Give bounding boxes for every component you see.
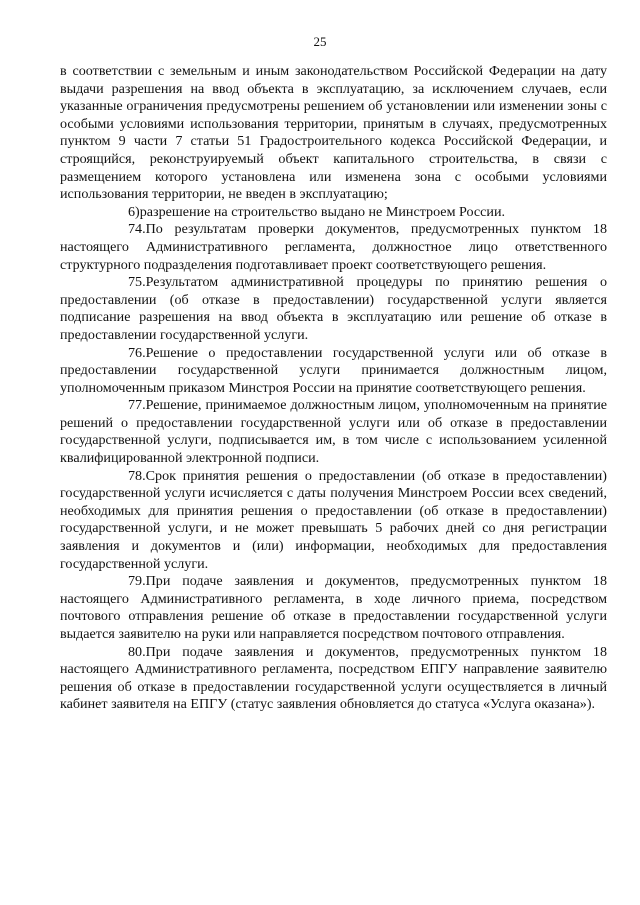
paragraph-74 (60, 221, 607, 274)
paragraph-text: Решение о предоставлении государственной услуги или об отказе в предоставлении государственной услуги принимается должностным лицом, уполномоченным приказом Минстроя России на принятие соответствующего решения. (60, 344, 607, 396)
paragraph-text: При подаче заявления и документов, предусмотренных пунктом 18 настоящего Административного регламента, посредством ЕПГУ направление заявителю решения об отказе в предоставлении государственной услуги осуществляется в личный кабинет заявителя на ЕПГУ (статус заявления обновляется до статуса «Услуга оказана»). (60, 643, 607, 713)
paragraph-number: 6) (128, 203, 140, 220)
page-number: 25 (313, 34, 327, 49)
paragraph-number: 79. (128, 573, 146, 590)
paragraph-77 (60, 397, 607, 467)
paragraph-80 (60, 644, 607, 714)
paragraph-number: 76. (128, 344, 146, 361)
paragraph-75 (60, 274, 607, 344)
paragraph-number: 78. (128, 467, 146, 484)
paragraph-76 (60, 345, 607, 398)
paragraph-number: 77. (128, 397, 146, 414)
paragraph-text: Решение, принимаемое должностным лицом, уполномоченным на принятие решений о предоставлении государственной услуги или об отказе в предоставлении государственной услуги, подписывается им, в том числе с использованием усиленной квалифицированной электронной подписи. (60, 397, 607, 467)
paragraph-number: 75. (128, 274, 146, 291)
paragraph-text: в соответствии с земельным и иным законодательством Российской Федерации на дату выдачи разрешения на ввод объекта в эксплуатацию, за исключением случаев, если указанные ограничения предусмотрены решением об установлении или изменении зоны с особыми условиями использования территории, принятым в случаях, предусмотренных пунктом 9 части 7 статьи 51 Градостроительного кодекса Российской Федерации, и строящийся, реконструируемый объект капитального строительства, в связи с размещением которого установлена или изменена зона с особыми условиями использования территории, не введен в эксплуатацию; (60, 63, 607, 203)
paragraph-text: Срок принятия решения о предоставлении (об отказе в предоставлении) государственной услуги исчисляется с даты получения Минстроем России всех сведений, необходимых для принятия решения о предоставлении (об отказе в предоставлении) государственной услуги, и не может превышать 5 рабочих дней со дня регистрации заявления и документов и (или) информации, необходимых для предоставления государственной услуги. (60, 467, 607, 572)
paragraph-text: При подаче заявления и документов, предусмотренных пунктом 18 настоящего Административного регламента, в ходе личного приема, посредством почтового отправления решение об отказе в предоставлении государственной услуги выдается заявителю на руки или направляется посредством почтового отправления. (60, 573, 607, 642)
paragraph-continuation (60, 63, 607, 204)
paragraph-number: 80. (128, 643, 146, 660)
paragraph-number: 74. (128, 221, 146, 238)
paragraph-text: разрешение на строительство выдано не Минстроем России. (139, 203, 506, 220)
paragraph-text: По результатам проверки документов, предусмотренных пунктом 18 настоящего Административного регламента, должностное лицо ответственного структурного подразделения подготавливает проект соответствующего решения. (60, 221, 607, 273)
paragraph-item-6 (60, 204, 607, 222)
paragraph-text: Результатом административной процедуры по принятию решения о предоставлении (об отказе в предоставлении) государственной услуги является подписание разрешения на ввод объекта в эксплуатацию или решение об отказе в предоставлении государственной услуги. (60, 274, 607, 343)
document-body (60, 63, 607, 714)
paragraph-79 (60, 573, 607, 643)
paragraph-78 (60, 468, 607, 574)
